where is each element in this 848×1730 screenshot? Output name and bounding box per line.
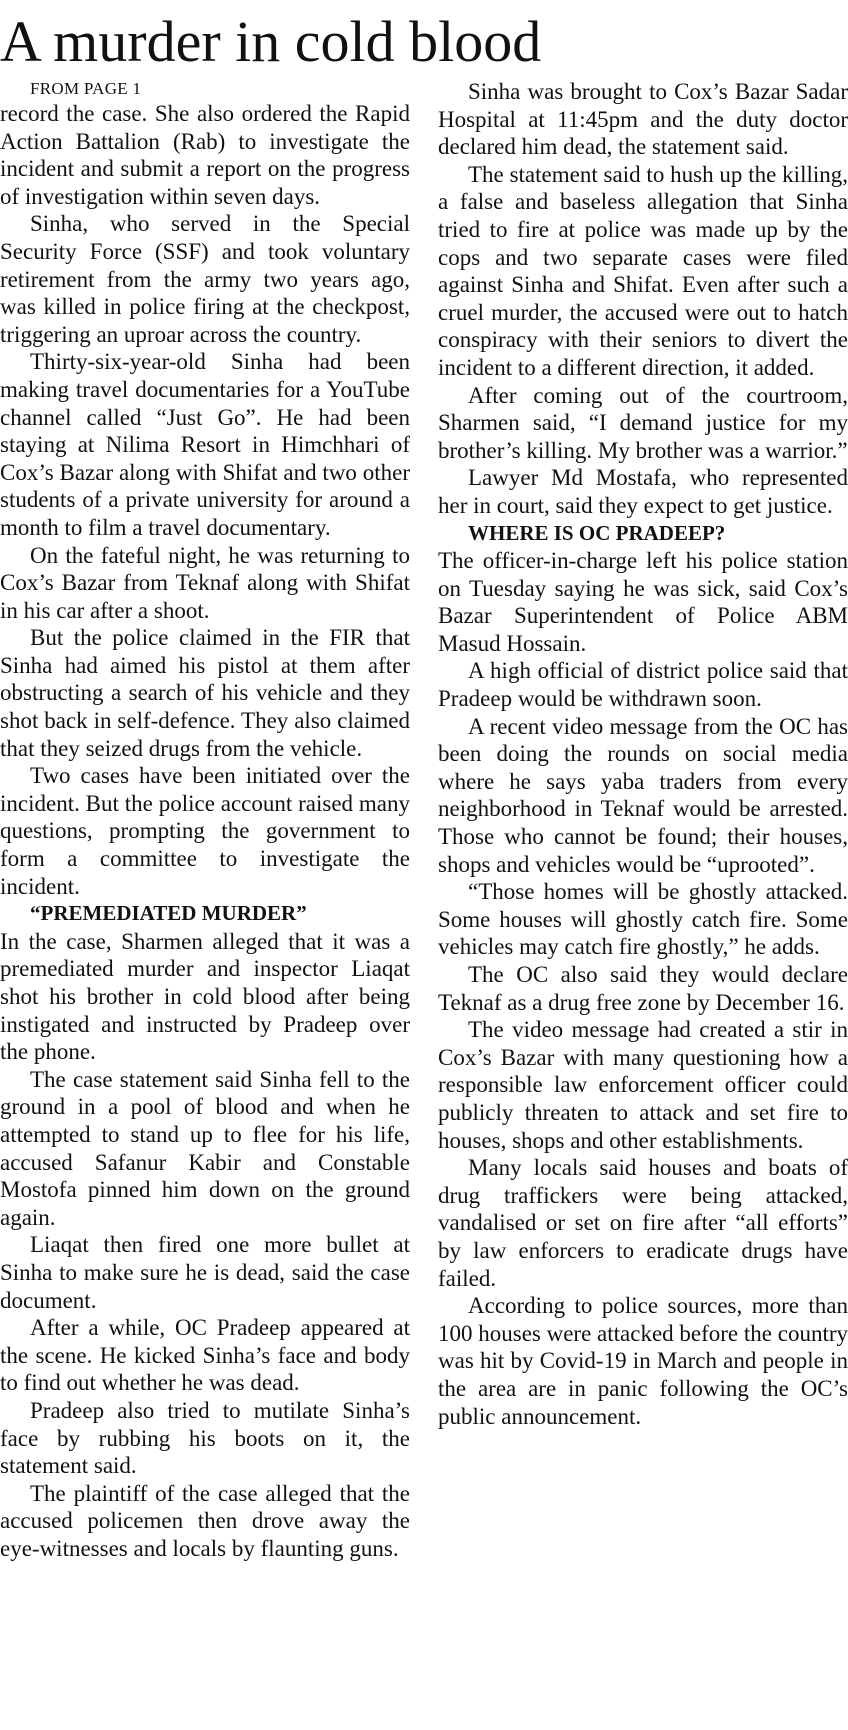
paragraph: “Those homes will be ghostly attacked. Some houses will ghostly catch fire. Some vehicles may catch fire ghostly,” he adds.	[438, 879, 848, 960]
paragraph: After a while, OC Pradeep appeared at the scene. He kicked Sinha’s face and body to find out whether he was dead.	[0, 1315, 410, 1396]
paragraph: On the fateful night, he was returning to Cox’s Bazar from Teknaf along with Shifat in his car after a shoot.	[0, 542, 410, 623]
paragraph: According to police sources, more than 100 houses were attacked before the country was hit by Covid-19 in March and people in the area are in panic following the OC’s public announcement.	[438, 1293, 848, 1429]
headline: A murder in cold blood	[0, 9, 542, 74]
article-column-right	[438, 78, 848, 1430]
paragraph: The statement said to hush up the killing, a false and baseless allegation that Sinha tried to fire at police was made up by the cops and two separate cases were filed against Sinha and Shifat. Even after such a cruel murder, the accused were out to hatch conspiracy with their seniors to divert the incident to a different direction, it added.	[438, 161, 848, 380]
from-page-label: FROM PAGE 1	[30, 79, 142, 98]
paragraph: Two cases have been initiated over the incident. But the police account raised many questions, prompting the government to form a committee to investigate the incident.	[0, 763, 410, 899]
paragraph: After coming out of the courtroom, Sharmen said, “I demand justice for my brother’s killing. My brother was a warrior.”	[438, 382, 848, 463]
paragraph: Sinha was brought to Cox’s Bazar Sadar Hospital at 11:45pm and the duty doctor declared him dead, the statement said.	[438, 79, 848, 160]
paragraph: Liaqat then fired one more bullet at Sinha to make sure he is dead, said the case document.	[0, 1232, 410, 1313]
paragraph: Lawyer Md Mostafa, who represented her in court, said they expect to get justice.	[438, 465, 848, 518]
paragraph: The case statement said Sinha fell to the ground in a pool of blood and when he attempted to stand up to flee for his life, accused Safanur Kabir and Constable Mostofa pinned him down on the ground again.	[0, 1066, 410, 1230]
subhead-premeditated-murder: “PREMEDIATED MURDER”	[30, 901, 307, 926]
paragraph: Thirty-six-year-old Sinha had been making travel documentaries for a YouTube channel called “Just Go”. He had been staying at Nilima Resort in Himchhari of Cox’s Bazar along with Shifat and two other students of a private university for around a month to film a travel documentary.	[0, 349, 410, 540]
paragraph: A recent video message from the OC has been doing the rounds on social media where he says yaba traders from every neighborhood in Teknaf would be arrested. Those who cannot be found; their houses, shops and vehicles would be “uprooted”.	[438, 713, 848, 877]
paragraph: Many locals said houses and boats of drug traffickers were being attacked, vandalised or set on fire after “all efforts” by law enforcers to eradicate drugs have failed.	[438, 1155, 848, 1291]
article-column-left	[0, 78, 410, 1562]
paragraph: record the case. She also ordered the Rapid Action Battalion (Rab) to investigate the incident and submit a report on the progress of investigation within seven days.	[0, 101, 410, 209]
paragraph: The officer-in-charge left his police station on Tuesday saying he was sick, said Cox’s Bazar Superintendent of Police ABM Masud Hossain.	[438, 548, 848, 656]
paragraph: Pradeep also tried to mutilate Sinha’s face by rubbing his boots on it, the statement said.	[0, 1397, 410, 1479]
paragraph: But the police claimed in the FIR that Sinha had aimed his pistol at them after obstructing a search of his vehicle and they shot back in self-defence. They also claimed that they seized drugs from the vehicle.	[0, 625, 410, 761]
paragraph: Sinha, who served in the Special Security Force (SSF) and took voluntary retirement from the army two years ago, was killed in police firing at the checkpost, triggering an uproar across the country.	[0, 211, 410, 347]
subhead-where-is-oc-pradeep: WHERE IS OC PRADEEP?	[468, 520, 726, 545]
paragraph: The video message had created a stir in Cox’s Bazar with many questioning how a responsible law enforcement officer could publicly threaten to attack and set fire to houses, shops and other establishments.	[438, 1017, 848, 1153]
paragraph: A high official of district police said that Pradeep would be withdrawn soon.	[438, 658, 848, 712]
paragraph: The OC also said they would declare Teknaf as a drug free zone by December 16.	[438, 962, 848, 1015]
paragraph: In the case, Sharmen alleged that it was a premediated murder and inspector Liaqat shot his brother in cold blood after being instigated and instructed by Pradeep over the phone.	[0, 928, 410, 1065]
paragraph: The plaintiff of the case alleged that the accused policemen then drove away the eye-witnesses and locals by flaunting guns.	[0, 1480, 410, 1561]
